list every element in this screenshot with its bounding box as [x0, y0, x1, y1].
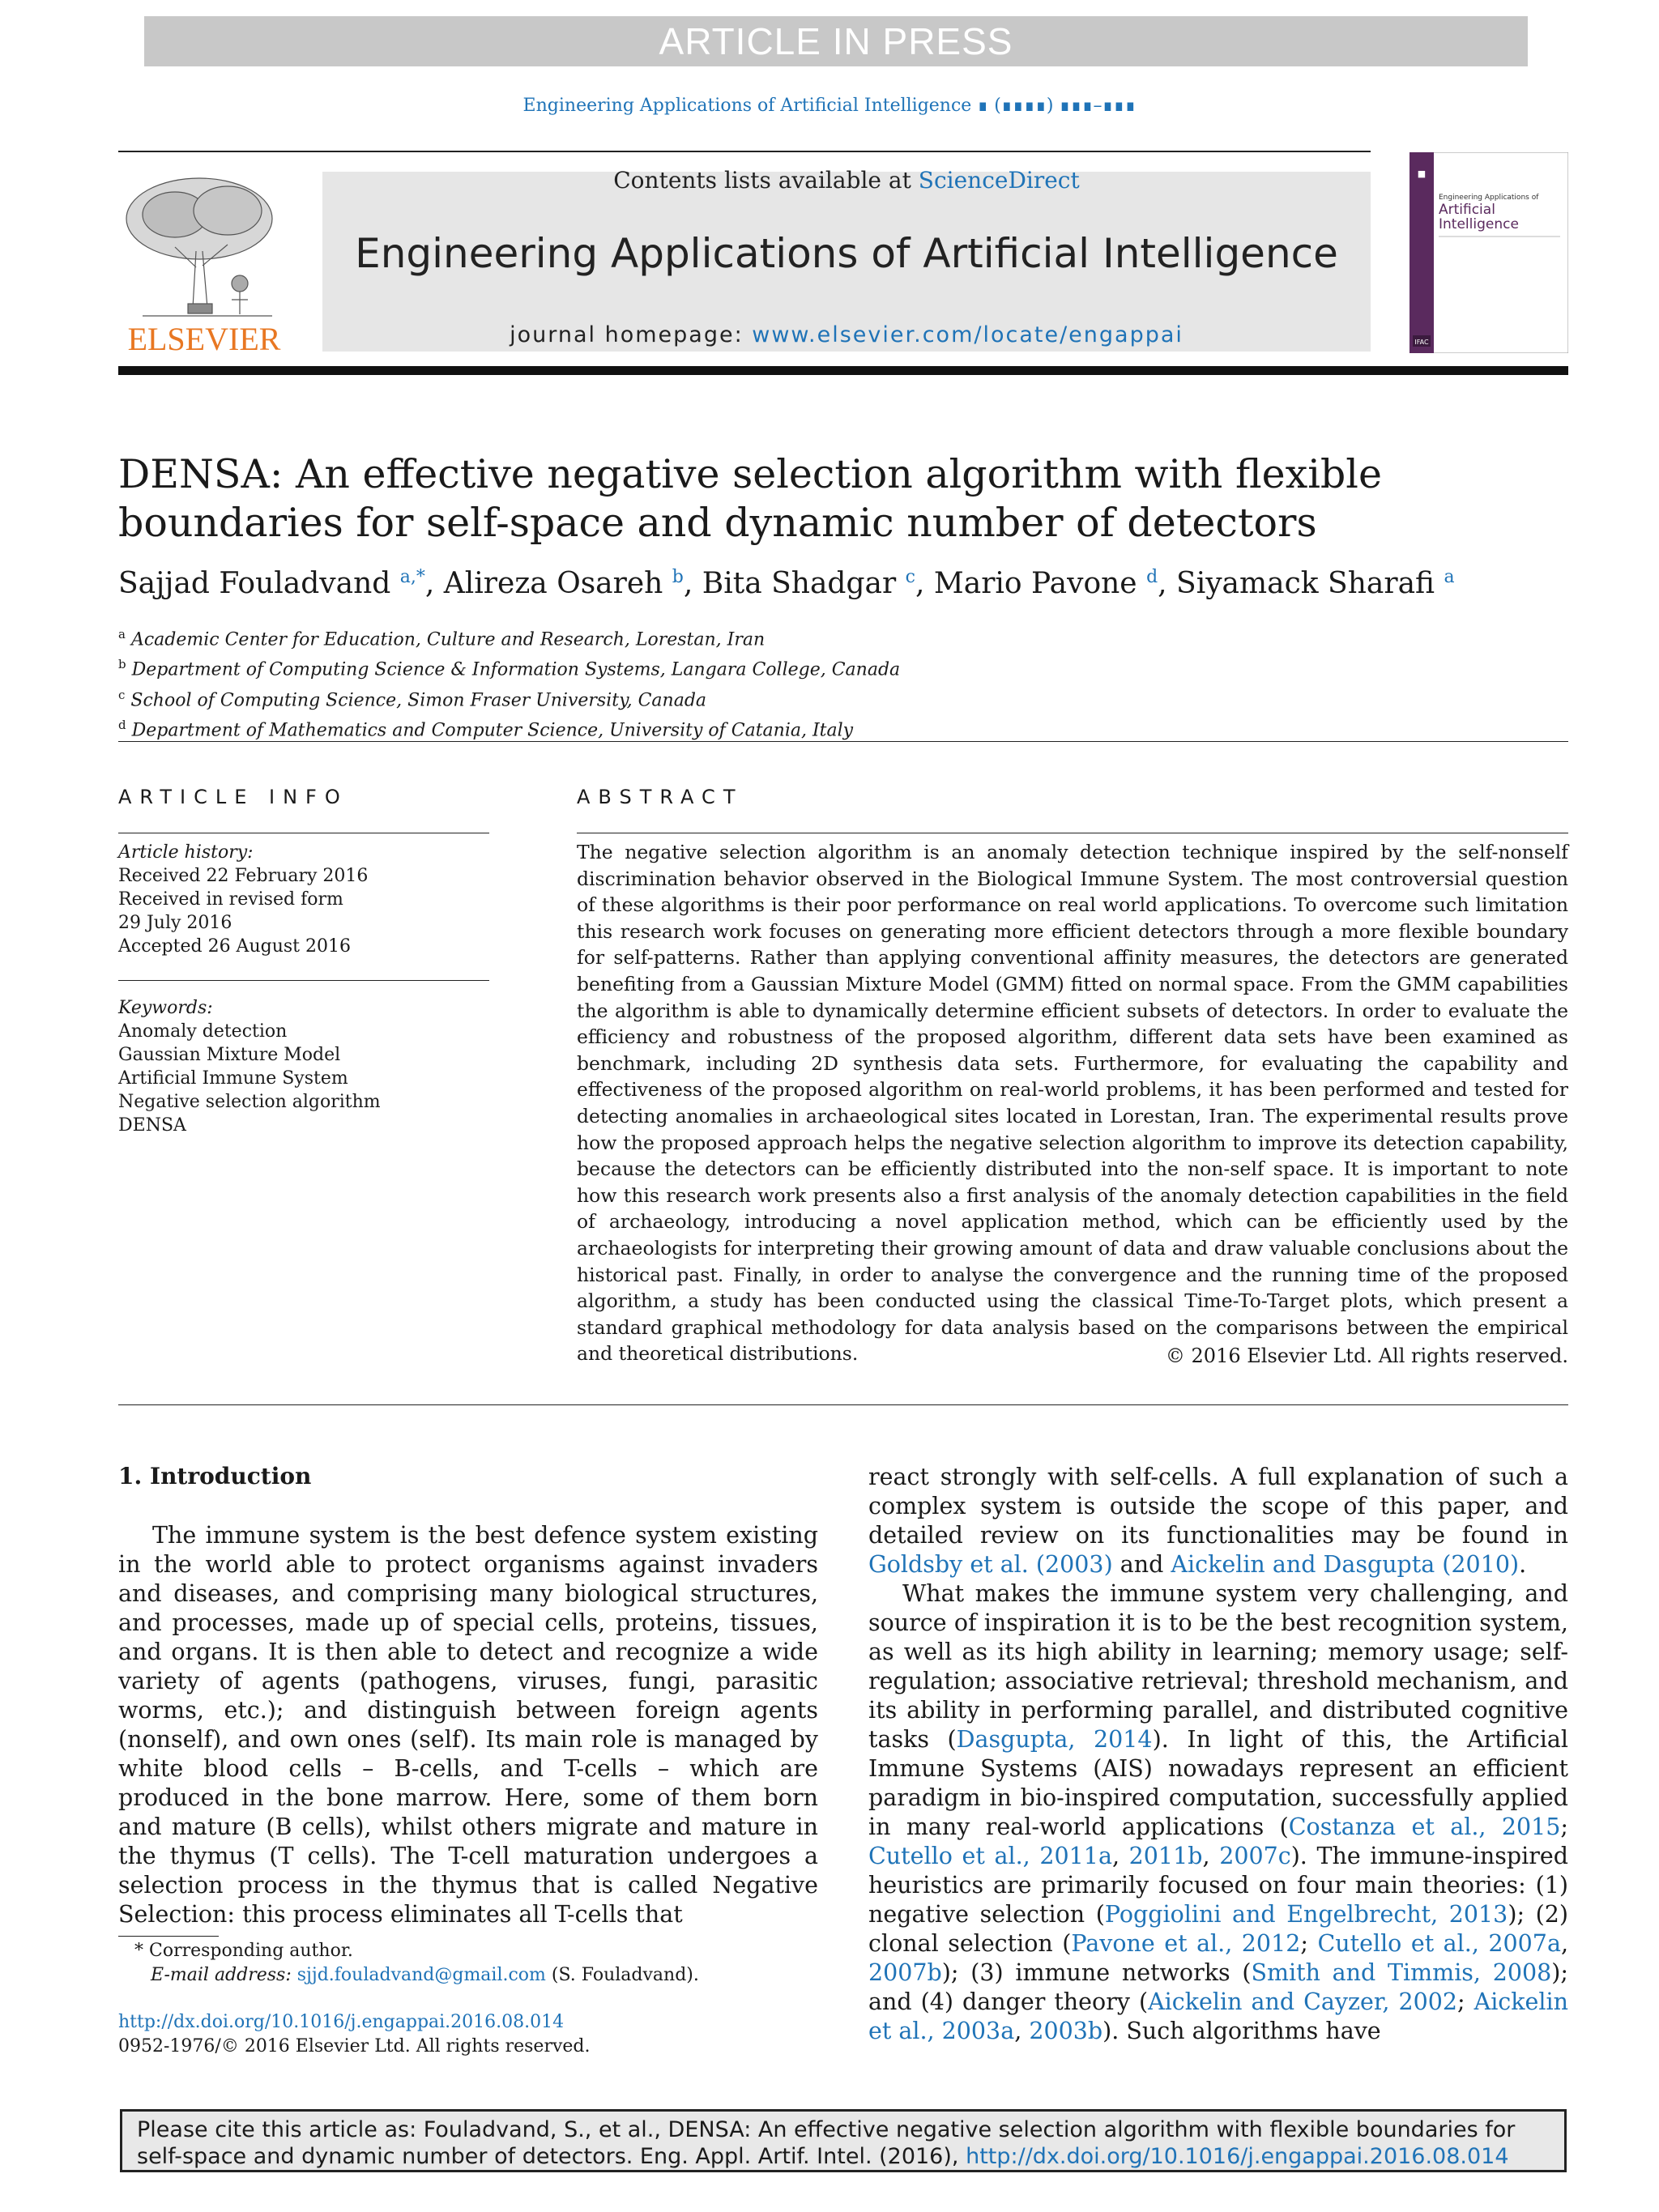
elsevier-logo[interactable] [118, 170, 290, 356]
reference-link[interactable]: Aickelin and Cayzer, 2002 [1148, 1988, 1457, 2015]
svg-text:ELSEVIER: ELSEVIER [127, 321, 281, 356]
keyword-item: Anomaly detection [118, 1021, 288, 1042]
sciencedirect-link[interactable]: ScienceDirect [918, 167, 1080, 194]
email-link[interactable]: sjjd.fouladvand@gmail.com [296, 1965, 546, 1985]
homepage-line [322, 322, 1371, 347]
history-label: Article history: [118, 842, 254, 863]
reference-link[interactable]: Aickelin and Dasgupta (2010) [1171, 1551, 1520, 1578]
history-item: Accepted 26 August 2016 [118, 936, 351, 957]
reference-link[interactable]: Smith and Timmis, 2008 [1251, 1959, 1552, 1986]
reference-link[interactable]: Dasgupta, 2014 [956, 1726, 1153, 1753]
affiliation-item: $^d$ Department of Mathematics and Computer Science, University of Catania, Italy [118, 717, 854, 741]
section-heading-introduction: 1. Introduction [118, 1463, 312, 1490]
abstract-text: The negative selection algorithm is an anomaly detection technique inspired by the self-nonself discrimination behavior observed in the Biological Immune System. The most controversial question of these algorithms is their poor performance on real world applications. To overcome such limitation this research work focuses on generating more efficient detectors through a more flexible boundary for self-patterns. Rather than applying conventional affinity measures, the detectors are generated benefiting from a Gaussian Mixture Model (GMM) fitted on normal space. From the GMM capabilities the algorithm is able to dynamically determine efficient subsets of detectors. In order to evaluate the efficiency and robustness of the proposed algorithm, different data sets have been examined as benchmark, including 2D synthesis data sets. Furthermore, for evaluating the capability and effectiveness of the proposed algorithm on real-world problems, it has been performed and tested for detecting anomalies in archaeological sites located in Lorestan, Iran. The experimental results prove how the proposed approach helps the negative selection algorithm to improve its detection capability, because the detectors can be efficiently distributed into the non-self space. It is important to note how this research work presents also a first analysis of the anomaly detection capabilities in the field of archaeology, introducing a novel application method, which can be efficiently used by the archaeologists for interpreting their growing amount of data and draw valuable conclusions about the historical past. Finally, in order to analyse the convergence and the running time of the proposed algorithm, a study has been conducted using the classical Time-To-Target plots, which present a standard graphical methodology for data analysis based on the comparisons between the empirical and theoretical distributions. [577, 841, 1568, 1366]
article-history [118, 841, 483, 958]
doi-link[interactable]: http://dx.doi.org/10.1016/j.engappai.2016.08.014 [118, 2012, 565, 2032]
affiliation-item: $^c$ School of Computing Science, Simon Fraser University, Canada [118, 687, 707, 710]
affiliation-item: $^b$ Department of Computing Science & Information Systems, Langara College, Canada [118, 657, 901, 680]
history-item: Received 22 February 2016 [118, 866, 369, 886]
info-rule [118, 980, 489, 981]
contents-line [322, 167, 1371, 194]
affiliation-item: $^a$ Academic Center for Education, Culture and Research, Lorestan, Iran [118, 627, 766, 650]
author-affil-sup[interactable]: a [1444, 567, 1455, 587]
article-info-heading: ARTICLE INFO [118, 786, 348, 808]
history-item: 29 July 2016 [118, 913, 232, 933]
reference-link[interactable]: 2003b [1029, 2018, 1103, 2044]
reference-link[interactable]: Goldsby et al. (2003) [868, 1551, 1113, 1578]
svg-text:■: ■ [1417, 168, 1427, 179]
journal-cover-image [1410, 152, 1568, 353]
corresponding-author-note: * Corresponding author. [134, 1941, 353, 1961]
article-title: DENSA: An effective negative selection algorithm with flexible boundaries for self-space and dynamic number of detectors [118, 451, 1382, 546]
footnote [118, 1939, 847, 1988]
cover-line1: Engineering Applications of [1439, 194, 1539, 202]
reference-link[interactable]: 2011b [1128, 1843, 1203, 1869]
keyword-item: Artificial Immune System [118, 1068, 348, 1089]
contents-prefix: Contents lists available at [613, 167, 911, 194]
section-rule [118, 741, 1568, 742]
citation-doi-link[interactable]: http://dx.doi.org/10.1016/j.engappai.2016.08.014 [966, 2144, 1509, 2169]
journal-cover-thumbnail[interactable] [1410, 152, 1568, 353]
header-thick-rule [118, 366, 1568, 375]
author-list: Sajjad Fouladvand $^{a,*}$, Alireza Osareh $^b$, Bita Shadgar $^c$, Mario Pavone $^d$, Siyamack Sharafi $^a$ [118, 567, 1455, 600]
intro-paragraph-right-1: react strongly with self-cells. A full explanation of such a complex system is outside the scope of this paper, and detailed review on its functionalities may be found in Goldsby et al. (2003) and Aickelin and Dasgupta (2010). [868, 1464, 1568, 1578]
reference-link[interactable]: Poggiolini and Engelbrecht, 2013 [1104, 1901, 1508, 1928]
reference-link[interactable]: Cutello et al., 2011a [868, 1843, 1112, 1869]
cover-badge: IFAC [1414, 339, 1429, 346]
email-line: E-mail address: sjjd.fouladvand@gmail.com (S. Fouladvand). [151, 1965, 699, 1985]
intro-paragraph-right-2: What makes the immune system very challenging, and source of inspiration it is to be the best recognition system, as well as its high ability in learning; memory usage; self-regulation; associative retrieval; threshold mechanism, and its ability in performing parallel, and distributed cognitive tasks (Dasgupta, 2014). In light of this, the Artificial Immune Systems (AIS) nowadays represent an efficient paradigm in bio-inspired computation, successfully applied in many real-world applications (Costanza et al., 2015; Cutello et al., 2011a, 2011b, 2007c). The immune-inspired heuristics are primarily focused on four main theories: (1) negative selection (Poggiolini and Engelbrecht, 2013); (2) clonal selection (Pavone et al., 2012; Cutello et al., 2007a, 2007b); (3) immune networks (Smith and Timmis, 2008); and (4) danger theory (Aickelin and Cayzer, 2002; Aickelin et al., 2003a, 2003b). Such algorithms have [868, 1580, 1569, 2044]
reference-link[interactable]: Aickelin et al., 2003a [868, 1988, 1568, 2044]
author-affil-sup[interactable]: b [672, 567, 684, 587]
doi-block [118, 2010, 847, 2059]
author-affil-sup[interactable]: d [1146, 567, 1158, 587]
reference-link[interactable]: 2007c [1219, 1843, 1291, 1869]
reference-link[interactable]: Costanza et al., 2015 [1288, 1813, 1561, 1840]
keyword-item: Gaussian Mixture Model [118, 1045, 341, 1065]
affiliations [118, 622, 1333, 743]
footnote-rule [118, 1936, 219, 1937]
article-in-press-banner: ARTICLE IN PRESS [144, 16, 1528, 66]
keywords [118, 996, 483, 1137]
cover-line3: Intelligence [1439, 216, 1519, 232]
author-name[interactable]: Alireza Osareh [443, 567, 663, 600]
citation-text: Please cite this article as: Fouladvand, S., et al., DENSA: An effective negative selection algorithm with flexible boundaries for self-space and dynamic number of detectors. Eng. Appl. Artif. Intel. (2016), [137, 2117, 1516, 2169]
copyright-line: © 2016 Elsevier Ltd. All rights reserved. [1165, 1345, 1568, 1367]
author-name[interactable]: Siyamack Sharafi [1176, 567, 1435, 600]
issn-line: 0952-1976/© 2016 Elsevier Ltd. All rights reserved. [118, 2036, 591, 2056]
keyword-item: DENSA [118, 1115, 186, 1136]
author-name[interactable]: Bita Shadgar [702, 567, 897, 600]
header-rule [118, 151, 1371, 152]
author-affil-sup[interactable]: a,* [399, 567, 425, 587]
section-rule [118, 1404, 1568, 1405]
reference-link[interactable]: Pavone et al., 2012 [1071, 1930, 1301, 1957]
reference-link[interactable]: Cutello et al., 2007a [1317, 1930, 1561, 1957]
citation-box [120, 2109, 1567, 2172]
elsevier-tree-icon [118, 170, 290, 356]
author-affil-sup[interactable]: c [905, 567, 915, 587]
journal-title: Engineering Applications of Artificial Intelligence [355, 230, 1338, 277]
author-name[interactable]: Sajjad Fouladvand [118, 567, 391, 600]
homepage-link[interactable]: www.elsevier.com/locate/engappai [752, 322, 1183, 347]
history-item: Received in revised form [118, 889, 343, 910]
reference-link[interactable]: 2007b [868, 1959, 942, 1986]
keywords-label: Keywords: [118, 998, 213, 1018]
intro-paragraph-left: The immune system is the best defence system existing in the world able to protect organisms against invaders and diseases, and comprising many biological structures, and processes, made up of special cells, proteins, tissues, and organs. It is then able to detect and recognize a wide variety of agents (pathogens, viruses, fungi, parasitic worms, etc.); and distinguish between foreign agents (nonself), and own ones (self). Its main role is managed by white blood cells – B-cells, and T-cells – which are produced in the bone marrow. Here, some of them born and mature (B cells), whilst others migrate and mature in the thymus (T cells). The T-cell maturation undergoes a selection process in the thymus that is called Negative Selection: this process eliminates all T-cells that [118, 1522, 818, 1928]
cover-line2: Artificial [1439, 202, 1495, 218]
keyword-item: Negative selection algorithm [118, 1092, 381, 1112]
author-name[interactable]: Mario Pavone [933, 567, 1137, 600]
abstract-heading: ABSTRACT [577, 786, 744, 808]
journal-reference[interactable]: Engineering Applications of Artificial Intelligence ∎ (∎∎∎∎) ∎∎∎–∎∎∎ [522, 96, 1137, 116]
homepage-prefix: journal homepage: [510, 322, 744, 347]
